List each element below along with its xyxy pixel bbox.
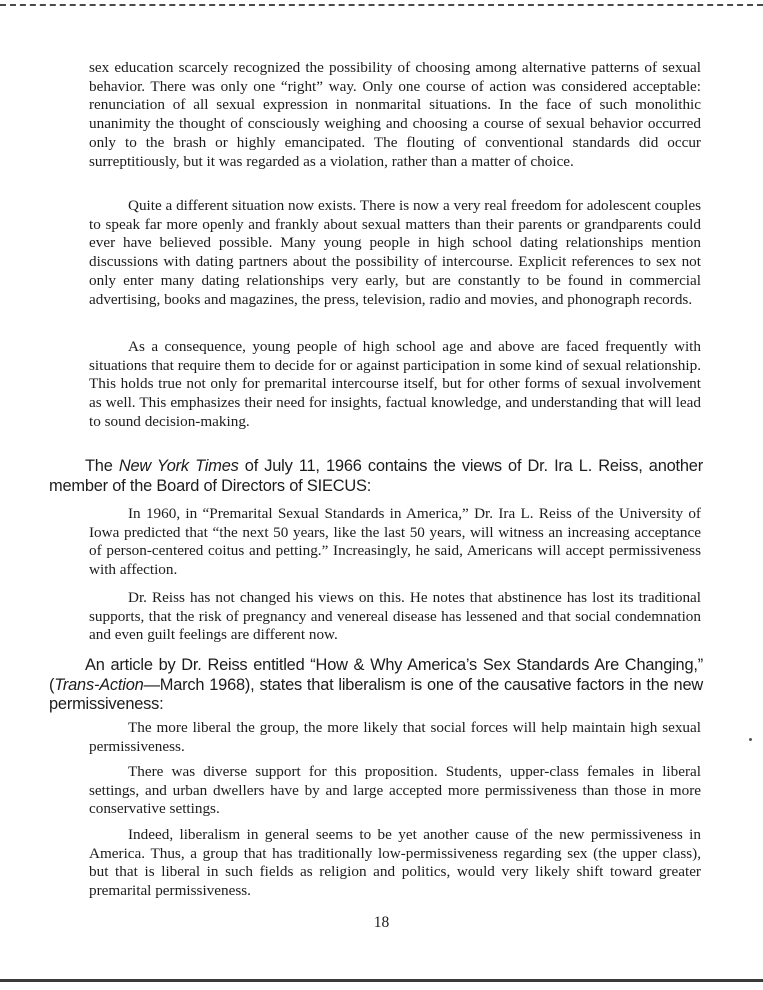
paragraph-liberal-group: The more liberal the group, the more likely that social forces will help maintain high sexual permissiveness. — [89, 719, 701, 755]
quote-block-3 — [89, 338, 701, 432]
paragraph-reiss-1960: In 1960, in “Premarital Sexual Standards in America,” Dr. Ira L. Reiss of the University of Iowa predicted that “the next 50 years, like the last 50 years, will witness an increasing acceptance of person-centered coitus and petting.” Increasingly, he said, Americans will accept permissiveness with affection. — [89, 505, 701, 579]
paragraph-continuation: sex education scarcely recognized the possibility of choosing among alternative patterns of sexual behavior. There was only one “right” way. Only one course of action was considered acceptable: renunciation of all sexual expression in nonmarital situations. In the face of such monolithic unanimity the thought of consciously weighing and choosing a course of sexual behavior occurred only to the brash or highly emancipated. The flouting of conventional standards did occur surreptitiously, but it was regarded as a violation, rather than a matter of choice. — [89, 59, 701, 170]
bottom-border-rule — [0, 979, 763, 982]
lead-paragraph-nyt-text — [49, 457, 703, 496]
quote-block-5 — [89, 589, 701, 645]
lead-paragraph-article — [49, 656, 703, 715]
journal-title: Trans-Action — [54, 675, 144, 694]
quote-block-7 — [89, 763, 701, 819]
top-border-rule — [0, 4, 763, 6]
newspaper-title: New York Times — [118, 457, 239, 475]
lead-article-after: —March 1968), states that liberalism is one of the causative factors in the new permissiveness: — [49, 675, 703, 713]
quote-block-2 — [89, 197, 701, 309]
lead-nyt-before: The — [85, 457, 119, 475]
paragraph-different-situation: Quite a different situation now exists. There is now a very real freedom for adolescent couples to speak far more openly and frankly about sexual matters than their parents or grandparents could ever have believed possible. Many young people in high school dating relationships mention discussions with dating partners about the possibility of intercourse. Explicit references to sex not only enter many dating relationships very early, but are constantly to be found in commercial advertising, books and magazines, the press, television, radio and movies, and phonograph records. — [89, 197, 702, 308]
lead-paragraph-article-text — [49, 656, 703, 715]
margin-speck — [749, 738, 752, 741]
paragraph-liberalism: Indeed, liberalism in general seems to be yet another cause of the new permissiveness in America. Thus, a group that has traditionally low-permissiveness regarding sex (the upper class), but that is liberal in such fields as religion and politics, would very likely shift toward greater premarital permissiveness. — [89, 826, 701, 900]
lead-nyt-after: of July 11, 1966 contains the views of Dr. Ira L. Reiss, another member of the Board of Directors of SIECUS: — [49, 457, 703, 495]
quote-block-6 — [89, 719, 701, 756]
lead-paragraph-nyt — [49, 457, 703, 496]
quote-block-1 — [89, 59, 701, 171]
quote-block-8 — [89, 826, 701, 901]
quote-block-4 — [89, 505, 701, 580]
paragraph-reiss-views: Dr. Reiss has not changed his views on this. He notes that abstinence has lost its traditional supports, that the risk of pregnancy and venereal disease has lessened and that social condemnation and even guilt feelings are different now. — [89, 589, 701, 644]
page-number: 18 — [373, 914, 390, 931]
paragraph-diverse-support: There was diverse support for this proposition. Students, upper-class females in liberal settings, and urban dwellers have by and large accepted more permissiveness than those in more conservative settings. — [89, 763, 701, 818]
paragraph-consequence: As a consequence, young people of high school age and above are faced frequently with situations that require them to decide for or against participation in some kind of sexual relationship. This holds true not only for premarital intercourse itself, but for other forms of sexual involvement as well. This emphasizes their need for insights, factual knowledge, and understanding that will lead to sound decision-making. — [89, 338, 701, 430]
lead-article-before: An article by Dr. Reiss entitled “How & Why America’s Sex Standards Are Changing,” ( — [49, 656, 703, 694]
